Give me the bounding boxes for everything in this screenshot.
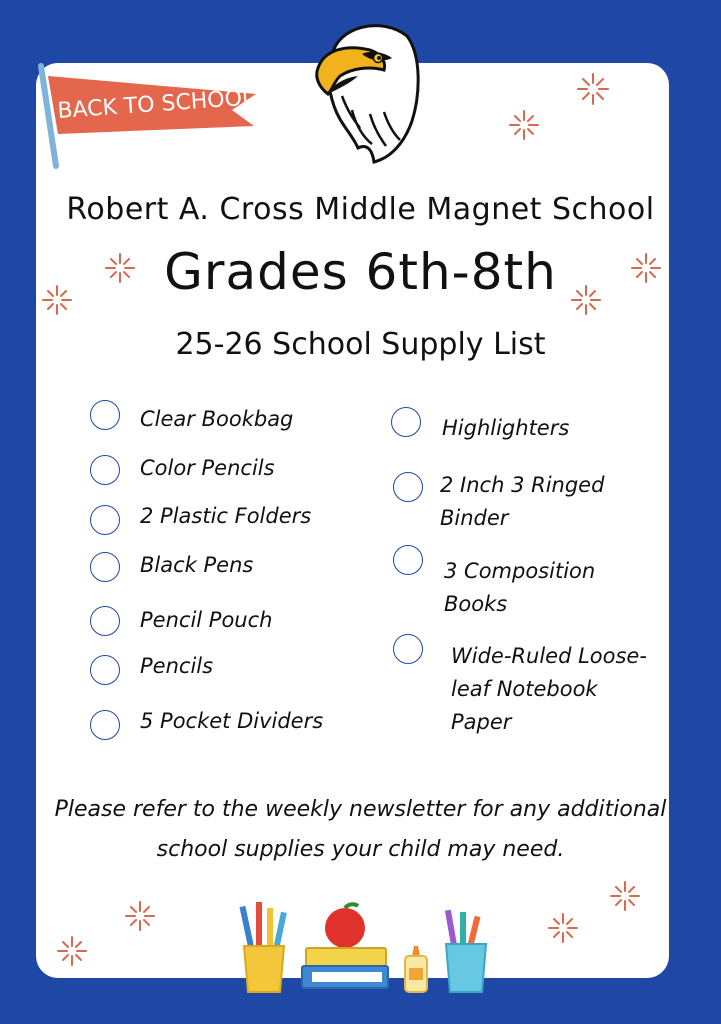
eagle-mascot-icon xyxy=(312,16,424,164)
supply-item: Pencil Pouch xyxy=(140,608,273,632)
supply-cup-icon xyxy=(440,908,492,994)
supply-item-line: 2 Inch 3 Ringed xyxy=(440,473,605,497)
footer-line: school supplies your child may need. xyxy=(156,837,565,862)
school-name: Robert A. Cross Middle Magnet School xyxy=(66,192,655,227)
checkbox-circle[interactable] xyxy=(90,606,120,636)
supply-item: 2 Plastic Folders xyxy=(140,504,312,528)
pencil-cup-icon xyxy=(236,902,292,996)
checkbox-circle[interactable] xyxy=(90,455,120,485)
supply-item-line: Books xyxy=(444,592,508,616)
supply-item-line: leaf Notebook xyxy=(451,677,598,701)
supply-item-line: Wide-Ruled Loose- xyxy=(451,644,647,668)
back-to-school-pennant xyxy=(34,60,264,172)
supply-list-title: 25-26 School Supply List xyxy=(175,327,546,362)
checkbox-circle[interactable] xyxy=(393,545,423,575)
supply-item-line: 3 Composition xyxy=(444,559,596,583)
footer-line: Please refer to the weekly newsletter for any additional xyxy=(54,797,667,822)
checkbox-circle[interactable] xyxy=(90,505,120,535)
supply-item xyxy=(440,469,604,535)
checkbox-circle[interactable] xyxy=(90,655,120,685)
supply-item: Pencils xyxy=(140,654,214,678)
supply-item xyxy=(444,555,595,621)
checkbox-circle[interactable] xyxy=(393,472,423,502)
checkbox-circle[interactable] xyxy=(90,400,120,430)
checkbox-circle[interactable] xyxy=(90,710,120,740)
supply-item-line: Paper xyxy=(451,710,512,734)
glue-bottle-icon xyxy=(402,944,430,994)
pennant-text: BACK TO SCHOOL xyxy=(56,85,255,124)
supply-item: Color Pencils xyxy=(140,456,275,480)
supply-item: Black Pens xyxy=(140,553,254,577)
books-apple-icon xyxy=(298,902,392,996)
supply-item xyxy=(451,640,647,739)
grades-heading: Grades 6th-8th xyxy=(164,243,557,301)
checkbox-circle[interactable] xyxy=(393,634,423,664)
supply-item: Highlighters xyxy=(442,416,570,440)
supply-item-line: Binder xyxy=(440,506,509,530)
checkbox-circle[interactable] xyxy=(391,407,421,437)
footer-note xyxy=(0,790,721,870)
supply-item: Clear Bookbag xyxy=(140,407,294,431)
supply-item: 5 Pocket Dividers xyxy=(140,709,324,733)
checkbox-circle[interactable] xyxy=(90,552,120,582)
